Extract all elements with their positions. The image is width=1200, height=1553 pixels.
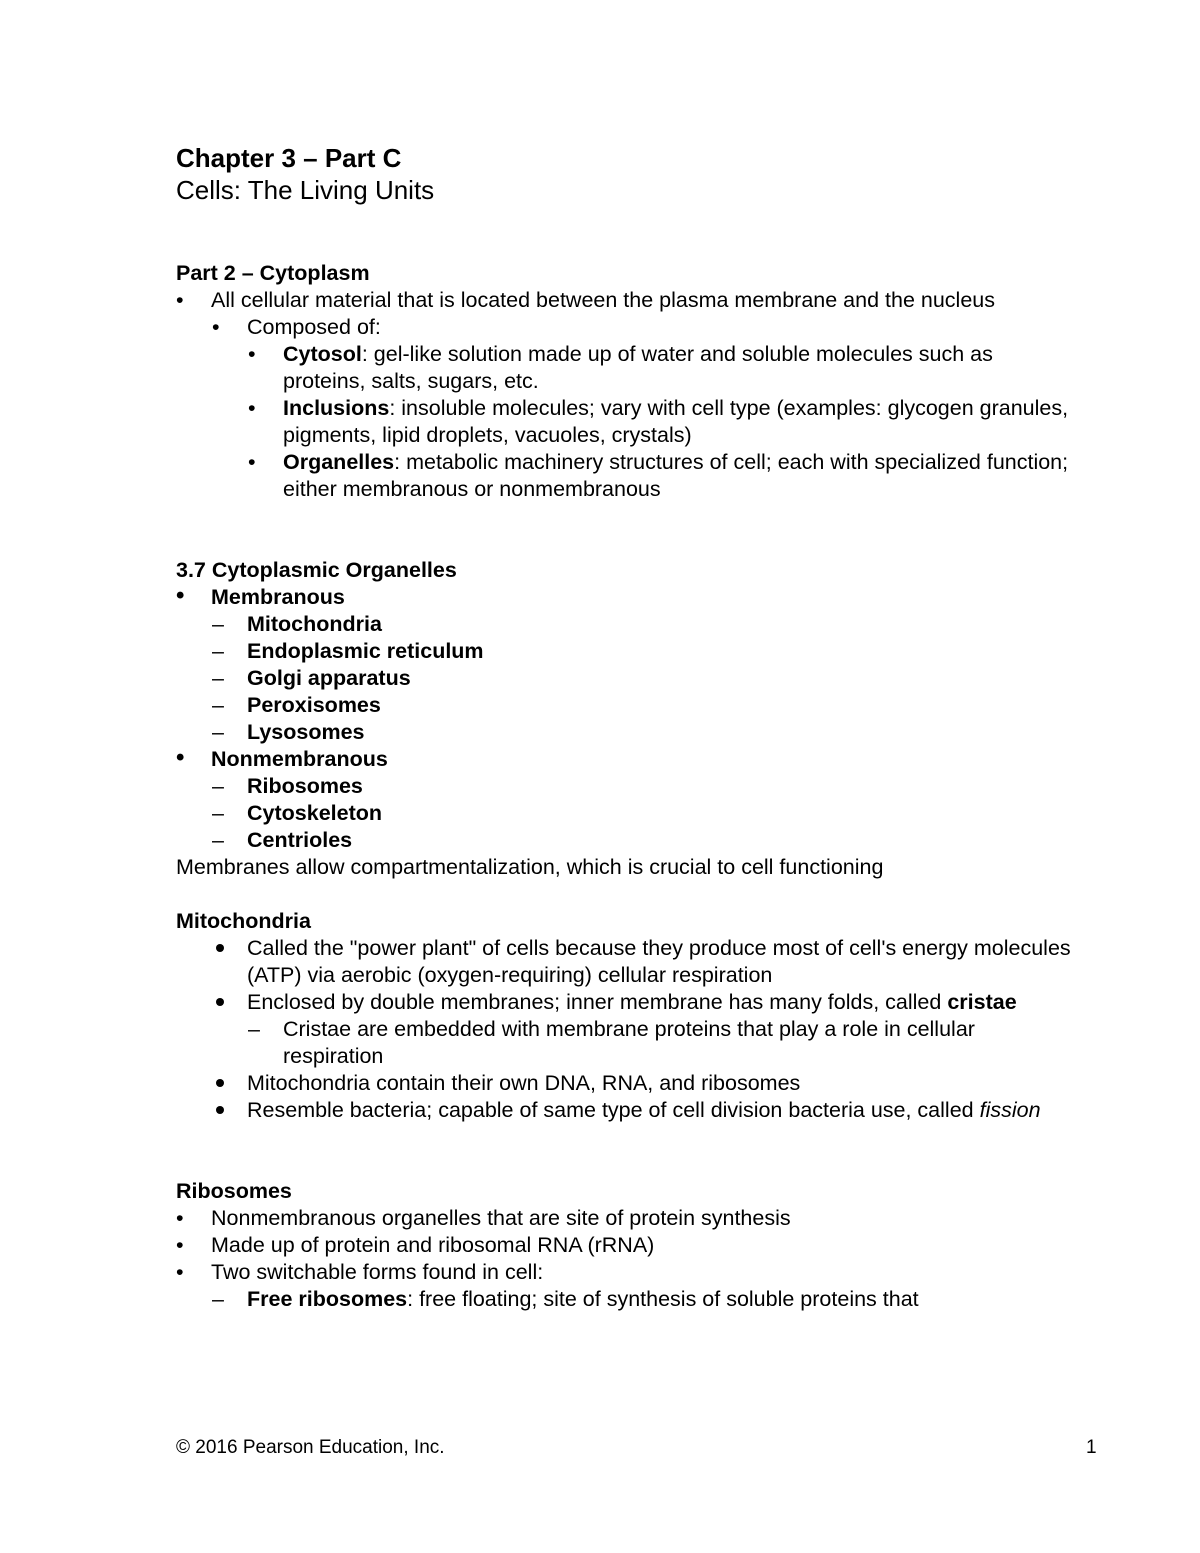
term-cytosol: Cytosol [283, 342, 362, 366]
list-item [176, 935, 1076, 989]
bullet-marker: • [212, 315, 220, 339]
list-item-text: Cytoskeleton [247, 801, 383, 825]
list-item-text: Ribosomes [247, 774, 363, 798]
list-item [176, 746, 1076, 773]
term-free-ribosomes: Free ribosomes [247, 1287, 408, 1311]
dash-marker: – [212, 693, 224, 717]
bullet-marker: • [248, 450, 256, 474]
list-item-text: Nonmembranous organelles that are site of protein synthesis [211, 1206, 791, 1230]
list-item [176, 719, 1076, 746]
list-item [176, 989, 1076, 1016]
dash-marker: – [212, 639, 224, 663]
list-item-text: Cristae are embedded with membrane proteins that play a role in cellular respiration [283, 1017, 975, 1068]
page-content [176, 142, 1076, 1313]
list-item-text: Mitochondria contain their own DNA, RNA, and ribosomes [247, 1071, 801, 1095]
list-item [176, 584, 1076, 611]
chapter-subtitle: Cells: The Living Units [176, 175, 435, 205]
bullet-marker: • [176, 1260, 184, 1284]
bullet-dot [216, 998, 224, 1006]
list-item [176, 1232, 1076, 1259]
dash-marker: – [248, 1017, 260, 1041]
term-definition: : free floating; site of synthesis of soluble proteins that [407, 1287, 919, 1311]
list-item-text: Called the "power plant" of cells because they produce most of cell's energy molecules (ATP) via aerobic (oxygen-requiring) cellular respiration [247, 936, 1071, 987]
list-item [176, 1016, 1076, 1070]
list-item-text: All cellular material that is located between the plasma membrane and the nucleus [211, 288, 995, 312]
organelles-heading: 3.7 Cytoplasmic Organelles [176, 558, 457, 582]
bullet-marker: • [176, 744, 185, 771]
list-item-text: Two switchable forms found in cell: [211, 1260, 544, 1284]
list-item-text: Golgi apparatus [247, 666, 411, 690]
bullet-dot [216, 1079, 224, 1087]
list-item-text: Centrioles [247, 828, 353, 852]
term-organelles: Organelles [283, 450, 395, 474]
dash-marker: – [212, 720, 224, 744]
list-item-text: Composed of: [247, 315, 381, 339]
organelles-note: Membranes allow compartmentalization, which is crucial to cell functioning [176, 855, 884, 879]
term-definition: : metabolic machinery structures of cell; each with specialized function; either membranous or nonmembranous [283, 450, 1069, 501]
list-item [176, 692, 1076, 719]
bullet-marker: • [176, 1233, 184, 1257]
page-number: 1 [1086, 1437, 1097, 1458]
bullet-marker: • [176, 582, 185, 609]
list-item [176, 449, 1076, 503]
list-item [176, 827, 1076, 854]
list-item-text: Made up of protein and ribosomal RNA (rRNA) [211, 1233, 655, 1257]
dash-marker: – [212, 801, 224, 825]
bullet-marker: • [176, 288, 184, 312]
dash-marker: – [212, 666, 224, 690]
list-item-text: Resemble bacteria; capable of same type of cell division bacteria use, called [247, 1098, 974, 1122]
ribosomes-heading: Ribosomes [176, 1179, 292, 1203]
bullet-marker: • [176, 1206, 184, 1230]
list-item [176, 773, 1076, 800]
list-item [176, 638, 1076, 665]
chapter-title: Chapter 3 – Part C [176, 143, 402, 173]
term-cristae: cristae [947, 990, 1017, 1014]
dash-marker: – [212, 774, 224, 798]
list-item-text: Peroxisomes [247, 693, 381, 717]
bullet-marker: • [248, 342, 256, 366]
cytoplasm-heading: Part 2 – Cytoplasm [176, 261, 370, 285]
dash-marker: – [212, 828, 224, 852]
list-item [176, 395, 1076, 449]
footer-copyright: © 2016 Pearson Education, Inc. [176, 1437, 445, 1458]
list-item [176, 1259, 1076, 1286]
mitochondria-heading: Mitochondria [176, 909, 311, 933]
list-item [176, 611, 1076, 638]
list-item-text: Nonmembranous [211, 747, 388, 771]
dash-marker: – [212, 612, 224, 636]
dash-marker: – [212, 1287, 224, 1311]
term-definition: : insoluble molecules; vary with cell type (examples: glycogen granules, pigments, lipid droplets, vacuoles, crystals) [283, 396, 1069, 447]
list-item [176, 314, 1076, 341]
bullet-dot [216, 944, 224, 952]
bullet-dot [216, 1106, 224, 1114]
list-item [176, 1205, 1076, 1232]
list-item-text: Endoplasmic reticulum [247, 639, 484, 663]
term-definition: : gel-like solution made up of water and soluble molecules such as proteins, salts, sugars, etc. [283, 342, 993, 393]
list-item [176, 1097, 1076, 1124]
term-inclusions: Inclusions [283, 396, 390, 420]
list-item-text: Membranous [211, 585, 345, 609]
list-item [176, 800, 1076, 827]
term-fission: fission [979, 1098, 1041, 1122]
list-item [176, 665, 1076, 692]
list-item [176, 1070, 1076, 1097]
list-item-text: Enclosed by double membranes; inner membrane has many folds, called [247, 990, 942, 1014]
list-item [176, 1286, 1076, 1313]
list-item [176, 287, 1076, 314]
list-item-text: Mitochondria [247, 612, 382, 636]
list-item-text: Lysosomes [247, 720, 365, 744]
list-item [176, 341, 1076, 395]
bullet-marker: • [248, 396, 256, 420]
